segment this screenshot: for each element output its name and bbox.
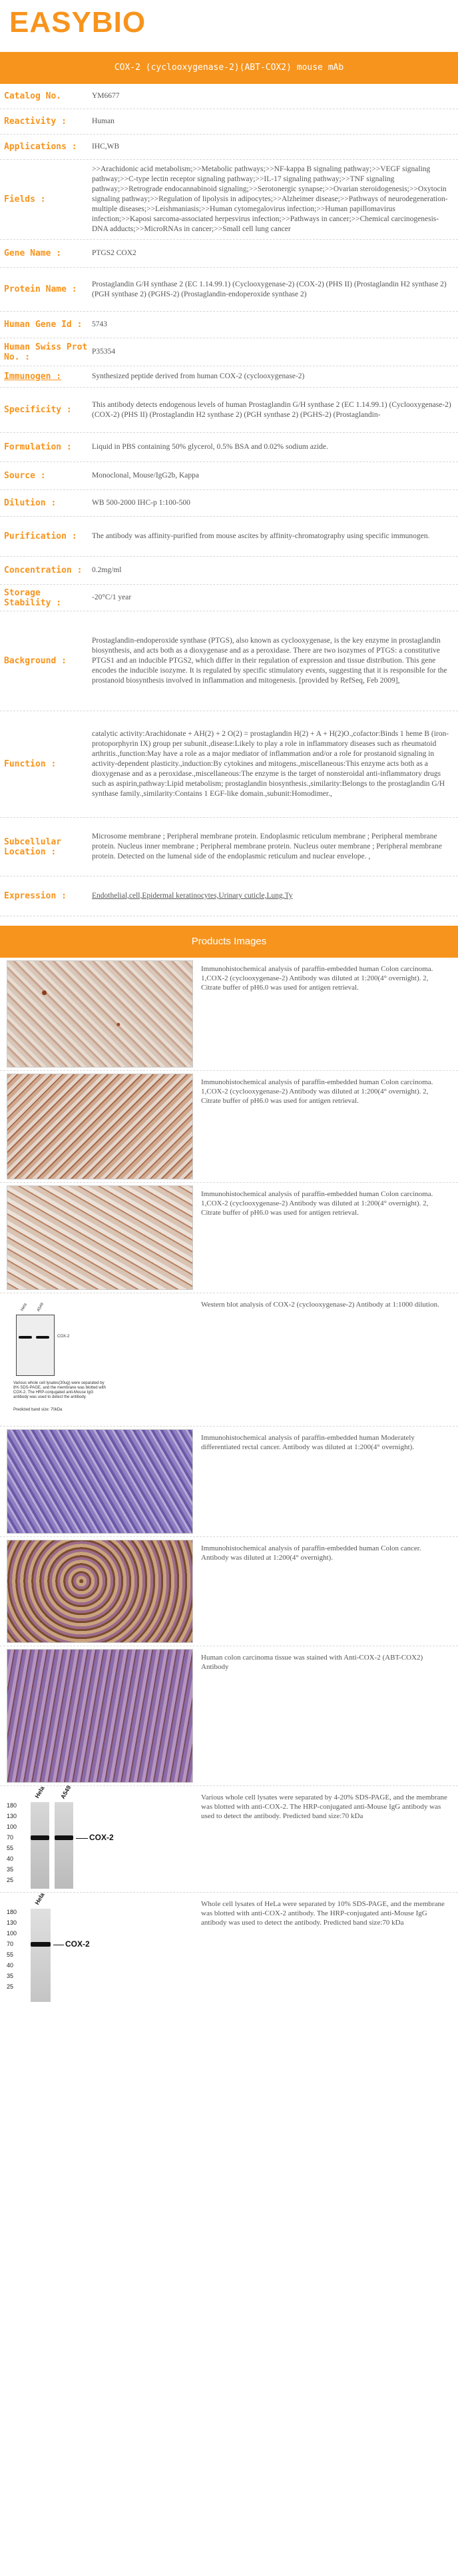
value-gene-id: 5743 (92, 320, 107, 328)
wb-lane-label: A549 (59, 1784, 73, 1800)
value-specificity: This antibody detects endogenous levels of human Prostaglandin G/H synthase 2 (EC 1.14.99.1) (Cyclooxygenase-2) (COX-2) (PHS II) (Prostaglandin H2 synthase 2) (PGH synthase 2) (PGHS-2) (Prostaglandin- (92, 400, 451, 419)
value-gene-name: PTGS2 COX2 (92, 249, 136, 257)
row-subcellular (0, 818, 458, 876)
label-concentration: Concentration : (4, 565, 83, 575)
row-formulation (0, 433, 458, 462)
value-concentration: 0.2mg/ml (92, 566, 122, 574)
ihc-image[interactable] (7, 1429, 193, 1534)
row-catalog (0, 84, 458, 109)
row-applications (0, 135, 458, 160)
wb-marker: 25 (7, 1877, 14, 1883)
value-purification: The antibody was affinity-purified from mouse ascites by affinity-chromatography using specific immunogen. (92, 532, 430, 540)
gallery-caption: Western blot analysis of COX-2 (cyclooxygenase-2) Antibody at 1:1000 dilution. (201, 1301, 439, 1309)
gallery-caption: Immunohistochemical analysis of paraffin-embedded human Colon cancer. Antibody was diluted at 1:200(4° overnight). (201, 1544, 421, 1562)
label-gene-id: Human Gene Id : (4, 320, 83, 330)
gallery-item (0, 1786, 458, 1893)
wb-band-pointer (76, 1838, 88, 1839)
row-protein-name (0, 268, 458, 312)
value-applications: IHC,WB (92, 143, 120, 151)
gallery-caption: Whole cell lysates of HeLa were separated by 10% SDS-PAGE, and the membrane was blotted with anti-COX-2 antibody. The HRP-conjugated anti-Mouse IgG antibody was used to detect the antibody. Predicted band size:70 kDa (201, 1900, 445, 1927)
row-concentration (0, 557, 458, 585)
gallery-item (0, 1646, 458, 1786)
row-storage (0, 585, 458, 611)
row-source (0, 462, 458, 490)
gallery-caption: Immunohistochemical analysis of paraffin-embedded human Colon carcinoma. 1,COX-2 (cyclooxygenase-2) Antibody was diluted at 1:200(4° overnight). 2, Citrate buffer of pH6.0 was used for antigen retrieval. (201, 1190, 433, 1217)
gallery-caption: Human colon carcinoma tissue was stained with Anti-COX-2 (ABT-COX2) Antibody (201, 1654, 423, 1671)
value-swiss-prot: P35354 (92, 348, 116, 356)
wb-lane (55, 1802, 73, 1889)
wb-marker: 70 (7, 1941, 14, 1947)
wb-band (19, 1336, 32, 1339)
row-expression (0, 876, 458, 916)
value-immunogen: Synthesized peptide derived from human COX-2 (cyclooxygenase-2) (92, 372, 305, 380)
label-swiss-prot: Human Swiss Prot No. : (4, 342, 88, 362)
western-blot-image[interactable] (7, 1784, 193, 1889)
gallery-item (0, 1537, 458, 1646)
row-gene-name (0, 240, 458, 268)
value-source: Monoclonal, Mouse/IgG2b, Kappa (92, 472, 199, 480)
wb-lane (31, 1909, 51, 2002)
gallery-caption: Immunohistochemical analysis of paraffin-embedded human Moderately differentiated rectal cancer. Antibody was diluted at 1:200(4° overnight). (201, 1434, 415, 1451)
wb-marker: 35 (7, 1866, 14, 1873)
wb-marker: 130 (7, 1919, 17, 1926)
row-background (0, 611, 458, 711)
wb-marker: 55 (7, 1951, 14, 1958)
label-catalog: Catalog No. (4, 91, 62, 101)
wb-lane-label: Hela (20, 1303, 28, 1312)
value-expression[interactable]: Endothelial,cell,Epidermal keratinocytes,Urinary cuticle,Lung,Ty (92, 892, 293, 900)
row-swiss-prot (0, 338, 458, 366)
western-blot-image[interactable] (7, 1891, 193, 2002)
ihc-image[interactable] (7, 1074, 193, 1179)
label-expression: Expression : (4, 891, 67, 901)
label-applications: Applications : (4, 142, 77, 152)
wb-predicted: Predicted band size: 70kDa (13, 1408, 63, 1412)
wb-membrane (16, 1315, 55, 1376)
value-fields: >>Arachidonic acid metabolism;>>Metabolic pathways;>>NF-kappa B signaling pathway;>>VEGF signaling pathway;>>C-type lectin receptor signaling pathway;>>IL-17 signaling pathway;>>TNF signaling pathway;>>Retrograde endocannabinoid signaling;>>Serotonergic synapse;>>Ovarian steroidogenesis;>>Oxytocin signaling pathway;>>Regulation of lipolysis in adipocytes;>>Alzheimer disease;>>Pathways of neurodegeneration-multiple diseases;>>Leishmaniasis;>>Human cytomegalovirus infection;>>Human papillomavirus infection;>>Kaposi sarcoma-associated herpesvirus infection;>>Pathways in cancer;>>Chemical carcinogenesis-DNA adducts;>>MicroRNAs in cancer;>>Small cell lung cancer (92, 165, 448, 233)
label-function: Function : (4, 759, 57, 769)
ihc-image[interactable] (7, 960, 193, 1068)
label-protein-name: Protein Name : (4, 284, 77, 294)
wb-lane-label: Hela (33, 1785, 46, 1799)
wb-band-label: COX-2 (65, 1939, 90, 1949)
label-storage: Storage Stability : (4, 587, 62, 608)
label-subcellular: Subcellular Location : (4, 836, 62, 857)
label-dilution: Dilution : (4, 498, 57, 508)
label-specificity: Specificity : (4, 405, 72, 415)
wb-lane (31, 1802, 49, 1889)
wb-band (36, 1336, 49, 1339)
value-reactivity: Human (92, 117, 114, 125)
wb-band (31, 1942, 51, 1947)
row-dilution (0, 490, 458, 517)
wb-lane-label: Hela (33, 1891, 46, 1906)
value-storage: -20°C/1 year (92, 593, 132, 601)
wb-note: Various whole cell lysates(30ug) were separated by 8% SDS-PAGE, and the membrane was blotted with COX-2. The HRP-conjugated anti-Mouse IgG antibody was used to detect the antibody. (13, 1381, 106, 1399)
row-function (0, 711, 458, 818)
label-reactivity: Reactivity : (4, 117, 67, 127)
row-specificity (0, 388, 458, 433)
gallery-item (0, 958, 458, 1071)
wb-marker: 180 (7, 1802, 17, 1809)
gallery-item (0, 1071, 458, 1183)
wb-marker: 35 (7, 1973, 14, 1979)
value-protein-name: Prostaglandin G/H synthase 2 (EC 1.14.99.1) (Cyclooxygenase-2) (COX-2) (PHS II) (Prostaglandin H2 synthase 2) (PGH synthase 2) (PGHS-2) (Prostaglandin-endoperoxide synthase 2) (92, 280, 447, 298)
gallery-item (0, 1293, 458, 1427)
value-dilution: WB 500-2000 IHC-p 1:100-500 (92, 499, 190, 507)
wb-lane-label: A549 (36, 1302, 45, 1313)
row-purification (0, 517, 458, 557)
gallery-caption: Various whole cell lysates were separated by 4-20% SDS-PAGE, and the membrane was blotted with anti-COX-2. The HRP-conjugated anti-Mouse IgG antibody was used to detect the antibody. Predicted band size:70 kDa (201, 1793, 447, 1820)
label-purification: Purification : (4, 531, 77, 541)
row-gene-id (0, 312, 458, 338)
product-title: COX-2 (cyclooxygenase-2)(ABT-COX2) mouse mAb (0, 52, 458, 84)
wb-band-label: COX-2 (89, 1833, 114, 1842)
products-images-title: Products Images (0, 926, 458, 958)
wb-marker: 130 (7, 1813, 17, 1819)
label-background: Background : (4, 656, 67, 666)
wb-marker: 180 (7, 1909, 17, 1915)
value-background: Prostaglandin-endoperoxide synthase (PTGS), also known as cyclooxygenase, is the key enzyme in prostaglandin biosynthesis, and acts both as a dioxygenase and as a peroxidase. There are two isozymes of PTGS: a constitutive PTGS1 and an inducible PTGS2, which differ in their regulation of expression and tissue distribution. This gene encodes the inducible isozyme. It is regulated by specific stimulatory events, suggesting that it is responsible for the prostanoid biosynthesis involved in inflammation and mitogenesis. [provided by RefSeq, Feb 2009], (92, 637, 447, 685)
label-source: Source : (4, 471, 46, 481)
wb-marker: 55 (7, 1845, 14, 1851)
wb-band-label: COX-2 (57, 1335, 70, 1339)
image-gallery (0, 958, 458, 2005)
value-function: catalytic activity:Arachidonate + AH(2) + 2 O(2) = prostaglandin H(2) + A + H(2)O.,cofactor:Binds 1 heme B (iron-protoporphyrin IX) group per subunit.,disease:Likely to play a role in inflammatory diseases such as rheumatoid arthritis.,function:May have a role as a major mediator of inflammation and/or a role for prostanoid signaling in activity-dependent plasticity.,induction:By cytokines and mitogens.,miscellaneous:This enzyme acts both as a dioxygenase and as a peroxidase.,miscellaneous:The enzyme is the target of nonsteroidal anti-inflammatory drugs such as aspirin,pathway:Lipid metabolism; prostaglandin biosynthesis.,similarity:Belongs to the prostaglandin G/H synthase family.,similarity:Contains 1 EGF-like domain.,subunit:Homodimer., (92, 730, 449, 798)
gallery-caption: Immunohistochemical analysis of paraffin-embedded human Colon carcinoma. 1,COX-2 (cyclooxygenase-2) Antibody was diluted at 1:200(4° overnight). 2, Citrate buffer of pH6.0 was used for antigen retrieval. (201, 965, 433, 992)
wb-band (55, 1835, 73, 1840)
label-formulation: Formulation : (4, 442, 72, 452)
value-formulation: Liquid in PBS containing 50% glycerol, 0.5% BSA and 0.02% sodium azide. (92, 443, 328, 451)
label-gene-name: Gene Name : (4, 248, 62, 258)
header (0, 0, 458, 52)
wb-marker: 100 (7, 1930, 17, 1937)
row-immunogen (0, 366, 458, 388)
spec-table (0, 84, 458, 916)
ihc-image[interactable] (7, 1185, 193, 1290)
value-subcellular: Microsome membrane ; Peripheral membrane protein. Endoplasmic reticulum membrane ; Peripheral membrane protein. Nucleus inner membrane ; Peripheral membrane protein. Nucleus outer membrane ; Peripheral membrane protein. Detected on the lumenal side of the endoplasmic reticulum and nuclear envelope. , (92, 832, 442, 860)
brand-logo[interactable]: EASYBIO (9, 6, 146, 39)
label-immunogen[interactable]: Immunogen : (4, 372, 62, 382)
row-reactivity (0, 109, 458, 135)
label-fields: Fields : (4, 194, 46, 204)
wb-marker: 100 (7, 1823, 17, 1830)
gallery-item (0, 1427, 458, 1537)
wb-marker: 70 (7, 1834, 14, 1841)
ihc-image[interactable] (7, 1649, 193, 1783)
gallery-item (0, 1893, 458, 2005)
row-fields (0, 160, 458, 240)
wb-marker: 40 (7, 1962, 14, 1969)
ihc-image[interactable] (7, 1540, 193, 1643)
western-blot-image[interactable] (7, 1296, 193, 1423)
wb-marker: 25 (7, 1983, 14, 1990)
gallery-caption: Immunohistochemical analysis of paraffin-embedded human Colon carcinoma. 1,COX-2 (cyclooxygenase-2) Antibody was diluted at 1:200(4° overnight). 2, Citrate buffer of pH6.0 was used for antigen retrieval. (201, 1078, 433, 1105)
gallery-item (0, 1183, 458, 1293)
value-catalog: YM6677 (92, 92, 120, 100)
wb-marker: 40 (7, 1855, 14, 1862)
wb-band (31, 1835, 49, 1840)
